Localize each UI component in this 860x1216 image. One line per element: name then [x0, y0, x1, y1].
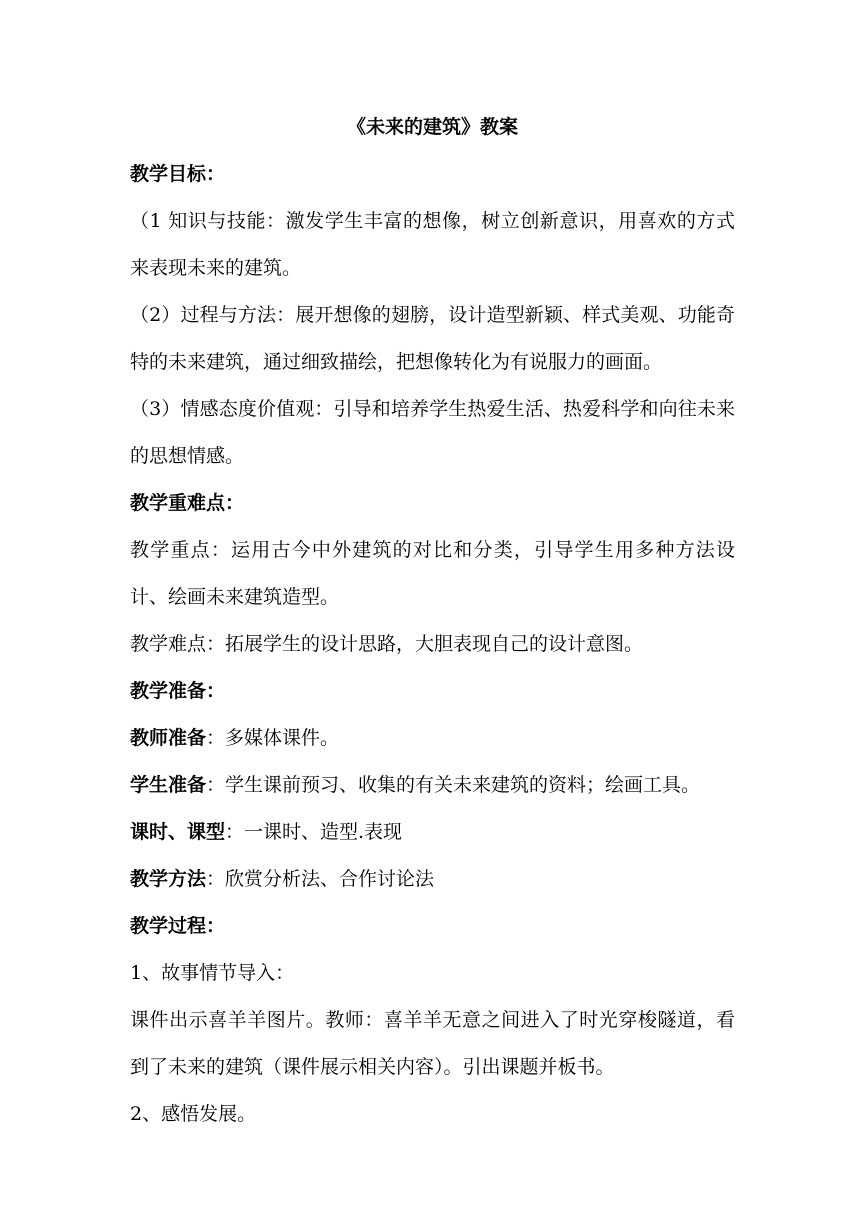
process-heading: 教学过程： — [130, 915, 226, 937]
objective-knowledge: （1 知识与技能：激发学生丰富的想像，树立创新意识，用喜欢的方式来表现未来的建筑。 — [130, 210, 735, 279]
objectives-heading: 教学目标： — [130, 163, 226, 185]
teacher-preparation-text: ：多媒体课件。 — [206, 727, 340, 749]
lesson-type-label: 课时、课型 — [130, 821, 226, 843]
teaching-method-label: 教学方法 — [130, 868, 207, 890]
preparation-heading: 教学准备： — [130, 680, 226, 702]
document-body — [130, 104, 735, 1138]
objective-process: （2）过程与方法：展开想像的翅膀，设计造型新颖、样式美观、功能奇特的未来建筑，通过细致描绘，把想像转化为有说服力的画面。 — [130, 304, 735, 373]
process-step-1: 1、故事情节导入： — [130, 962, 295, 984]
process-step-1-text: 课件出示喜羊羊图片。教师：喜羊羊无意之间进入了时光穿梭隧道，看到了未来的建筑（课件展示相关内容）。引出课题并板书。 — [130, 1009, 735, 1078]
student-preparation-text: ：学生课前预习、收集的有关未来建筑的资料；绘画工具。 — [206, 774, 701, 796]
process-step-2: 2、感悟发展。 — [130, 1103, 257, 1125]
student-preparation-label: 学生准备 — [130, 774, 207, 796]
student-preparation — [130, 762, 735, 809]
key-point: 教学重点：运用古今中外建筑的对比和分类，引导学生用多种方法设计、绘画未来建筑造型。 — [130, 539, 735, 608]
teaching-method-text: ：欣赏分析法、合作讨论法 — [206, 868, 435, 890]
lesson-type — [130, 809, 735, 856]
key-points-heading: 教学重难点： — [130, 492, 245, 514]
teacher-preparation-label: 教师准备 — [130, 727, 207, 749]
objective-emotion: （3）情感态度价值观：引导和培养学生热爱生活、热爱科学和向往未来的思想情感。 — [130, 398, 735, 467]
difficult-point: 教学难点：拓展学生的设计思路，大胆表现自己的设计意图。 — [130, 633, 644, 655]
teacher-preparation — [130, 715, 735, 762]
document-title: 《未来的建筑》教案 — [346, 116, 518, 138]
teaching-method — [130, 856, 735, 903]
lesson-type-text: ：一课时、造型.表现 — [225, 821, 403, 843]
